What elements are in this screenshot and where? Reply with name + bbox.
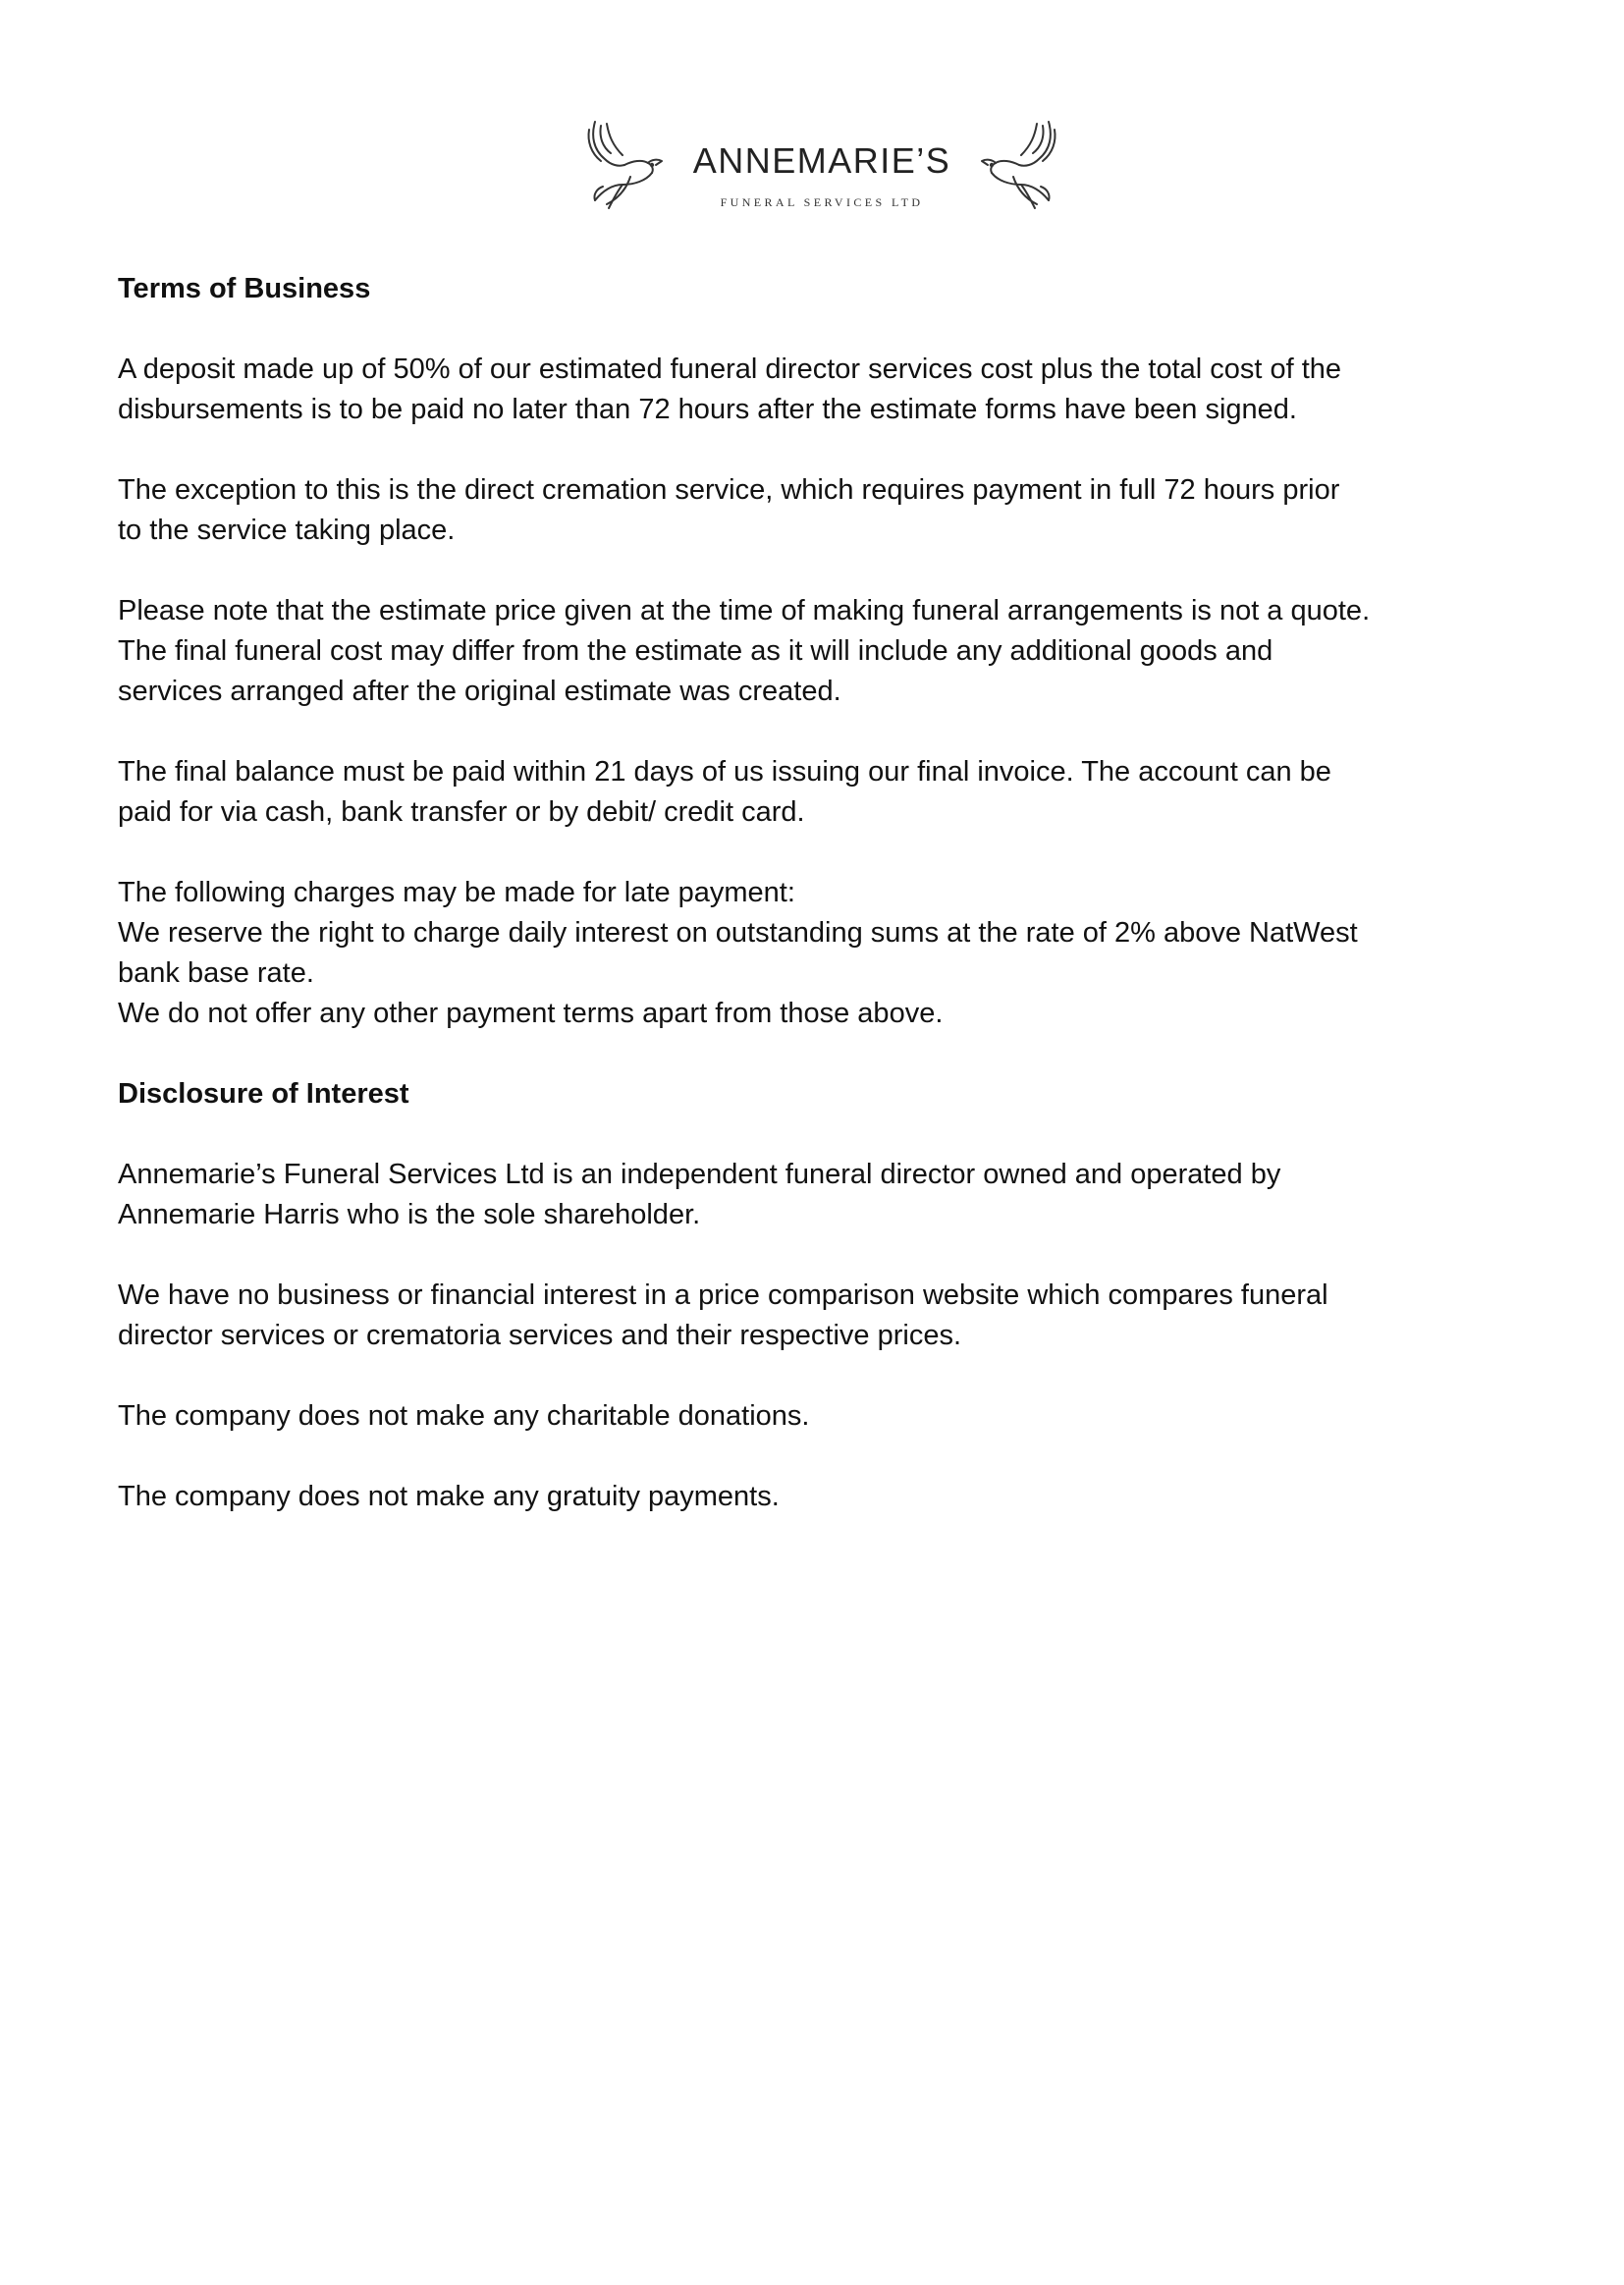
logo-tagline: FUNERAL SERVICES LTD: [720, 195, 924, 209]
terms-estimate-paragraph: [118, 591, 1532, 712]
text-line: The exception to this is the direct cremation service, which requires payment in full 72 hours prior: [118, 474, 1340, 506]
text-line: The following charges may be made for late payment:: [118, 877, 795, 908]
disclosure-comparison-paragraph: [118, 1276, 1532, 1356]
terms-heading: Terms of Business: [118, 273, 371, 304]
text-line: to the service taking place.: [118, 515, 456, 546]
text-line: disbursements is to be paid no later than 72 hours after the estimate forms have been signed.: [118, 394, 1297, 425]
terms-late-payment-paragraph: [118, 873, 1532, 1034]
disclosure-donations-paragraph: [118, 1396, 1532, 1437]
text-line: The final funeral cost may differ from the estimate as it will include any additional goods and: [118, 635, 1273, 667]
terms-deposit-paragraph: [118, 350, 1532, 430]
text-line: director services or crematoria services and their respective prices.: [118, 1320, 962, 1351]
dove-icon: [583, 116, 666, 214]
disclosure-ownership-paragraph: [118, 1155, 1532, 1235]
text-line: Annemarie Harris who is the sole shareholder.: [118, 1199, 701, 1230]
text-line: The final balance must be paid within 21 days of us issuing our final invoice. The account can be: [118, 756, 1331, 788]
text-line: paid for via cash, bank transfer or by debit/ credit card.: [118, 796, 805, 828]
text-line: We have no business or financial interest in a price comparison website which compares funeral: [118, 1279, 1328, 1311]
text-line: We reserve the right to charge daily interest on outstanding sums at the rate of 2% above NatWest: [118, 917, 1358, 949]
text-line: The company does not make any gratuity payments.: [118, 1481, 780, 1512]
terms-exception-paragraph: [118, 470, 1532, 551]
disclosure-gratuity-paragraph: [118, 1477, 1532, 1517]
document-body: [118, 269, 1532, 1557]
text-line: bank base rate.: [118, 957, 314, 989]
disclosure-heading: Disclosure of Interest: [118, 1078, 409, 1110]
text-line: Annemarie’s Funeral Services Ltd is an independent funeral director owned and operated by: [118, 1159, 1281, 1190]
text-line: We do not offer any other payment terms apart from those above.: [118, 998, 944, 1029]
dove-icon: [978, 116, 1060, 214]
text-line: A deposit made up of 50% of our estimated funeral director services cost plus the total cost of the: [118, 354, 1342, 385]
text-line: The company does not make any charitable donations.: [118, 1400, 810, 1432]
terms-balance-paragraph: [118, 752, 1532, 833]
text-line: services arranged after the original estimate was created.: [118, 676, 841, 707]
logo-name: ANNEMARIE’S: [692, 140, 951, 181]
company-logo: [583, 114, 1060, 218]
text-line: Please note that the estimate price given at the time of making funeral arrangements is not a quote.: [118, 595, 1371, 626]
